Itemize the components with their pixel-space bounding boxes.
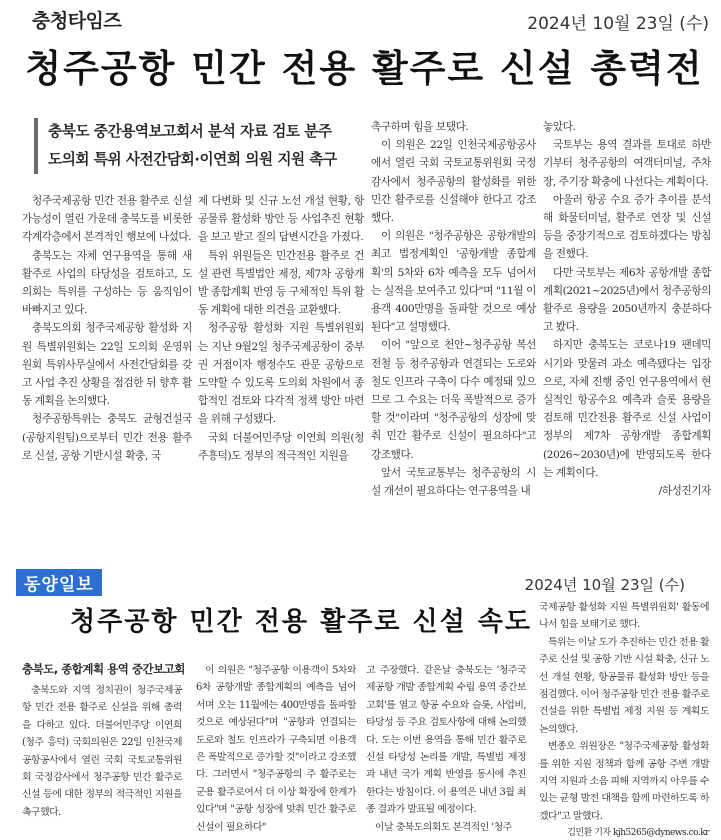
headline: 청주공항 민간 전용 활주로 신설 총력전 [25,47,704,90]
article-dongyang-ilbo [0,563,721,840]
body-column-1 [22,192,192,465]
paragraph: 앞서 국토교통부는 청주공항의 시설 개선이 필요하다는 연구용역을 내 [371,466,536,498]
byline: /하성진기자 [658,485,711,498]
publication-name: 충청타임즈 [32,10,122,32]
paragraph: 하지만 충북도는 코로나19 팬데믹 시기와 맞물려 과소 예측됐다는 입장으로, 자체 진행 중인 연구용역에서 현실적인 항공수요 예측과 슬롯 용량을 검토해 민간전용 활주로 신설 사업이 정부의 제7차 공항개발 종합계획(2026~2030년)에 반영되도록 한다는 계획이다. [543,339,711,479]
paragraph: 이날 충북도의회도 본격적인 '청주 [375,821,512,833]
body-column-3 [371,118,536,500]
paragraph: 충북도는 자체 연구용역을 통해 새 활주로 사업의 타당성을 검토하고, 도의회는 특위를 구성하는 등 움직임이 바빠지고 있다. [22,249,192,317]
paragraph: 놓았다. [543,121,576,133]
headline: 청주공항 민간 전용 활주로 신설 속도 [70,607,532,637]
subheadline: 충북도, 종합계획 용역 중간보고회 [22,662,185,676]
body-column-3 [366,662,526,836]
paragraph: 국제공항 활성화 지원 특별위원회' 활동에 나서 힘을 보태기로 했다. [539,602,709,631]
paragraph: 이 의원은 "청주공항은 공항개발의 최고 법정계획인 '공항개발 종합계획'의 5차와 6차 예측을 모두 넘어서는 실적을 보여주고 있다"며 "11월 이용객 400만명을 돌파할 것으로 예상된다"고 설명했다. [371,230,536,334]
subheadline-block [34,118,340,174]
paragraph: 변종오 위원장은 "청주국제공항 활성화를 위한 지원 정책과 함께 공항 주변 개발 지역 지원과 소음 피해 지역까지 아우를 수 있는 균형 발전 대책을 함께 마련하도록 하겠다"고 말했다. [539,741,709,822]
paragraph: 다만 국토부는 제6차 공항개발 종합계획(2021~2025년)에서 청주공항의 활주로 용량을 2050년까지 충분하다고 봤다. [543,266,711,334]
paragraph: 제 다변화 및 신규 노선 개설 현황, 항공물류 활성화 방안 등 사업추진 현황을 보고 받고 질의 답변시간을 가졌다. [198,195,364,244]
paragraph: 국회 더불어민주당 이연희 의원(청주흥덕)도 정부의 적극적인 지원을 [198,431,364,462]
byline: 김민환 기자 kjh5265@dynews.co.kr [567,828,709,839]
body-column-1 [22,682,182,821]
subheadline-2: 도의회 특위 사전간담회·이연희 의원 지원 촉구 [48,151,337,168]
paragraph: 특위 위원들은 민간전용 활주로 건설 관련 특별법안 제정, 제7차 공항개발 종합계획 반영 등 구체적인 특위 활동 계획에 대한 의견을 교환했다. [198,249,364,317]
paragraph: 이어 "앞으로 천안~청주공항 복선전철 등 청주공항과 연결되는 도로와 철도 인프라 구축이 다수 예정돼 있으므로 그 수요는 더욱 폭발적으로 증가할 것"이라며 "청주공항의 성장에 맞춰 민간 활주로 신설이 필요하다"고 강조했다. [371,339,536,461]
paragraph: 청주공항특위는 충북도 균형건설국(공항지원팀)으로부터 민간 전용 활주로 신설, 공항 기반시설 확충, 국 [22,413,192,462]
paragraph: 고 주장했다. 같은날 충북도는 '청주국제공항 개발 종합계획 수립 용역 중간보고회'를 열고 항공 수요와 슬롯, 사업비, 타당성 등 주요 검토사항에 대해 논의했다. 도는 이번 용역을 통해 민간 활주로 신설 타당성 논리를 개발, 특별법 제정과 내년 국가 계획 반영을 동시에 추진한다는 방침이다. 이 용역은 내년 3월 최종 결과가 발표될 예정이다. [366,665,526,816]
paragraph: 촉구하며 힘을 보탰다. [371,121,469,133]
publication-date: 2024년 10월 23일 (수) [527,14,709,34]
body-column-4 [539,599,709,840]
paragraph: 충북도의회 청주국제공항 활성화 지원 특별위원회는 22일 도의회 운영위원회 특위사무실에서 사전간담회를 갖고 사업 추진 상황을 점검한 뒤 향후 활동 계획을 논의했다. [22,322,192,408]
paragraph: 청주국제공항 민간 전용 활주로 신설 가능성이 열린 가운데 충북도를 비롯한 각계각층에서 본격적인 행보에 나섰다. [22,195,192,244]
body-column-2 [198,192,364,465]
publication-name: 동양일보 [16,569,102,596]
paragraph: 이 의원은 "청주공항 이용객이 5차와 6차 공항개발 종합계획의 예측을 넘어서며 오는 11월에는 400만명을 돌파할 것으로 예상된다"며 "공항과 연결되는 도로와 철도 인프라가 구축되면 이용객은 폭발적으로 증가할 것"이라고 강조했다. 그러면서 "청주공항의 주 활주로는 군용 활주로여서 더 이상 확장에 한계가 있다"며 "공항 성장에 맞춰 민간 활주로 신설이 필요하다" [196,665,356,833]
body-column-4 [543,118,711,500]
paragraph: 국토부는 용역 결과를 토대로 하반기부터 청주공항의 여객터미널, 주차장, 주기장 확충에 나선다는 계획이다. [543,139,711,188]
paragraph: 청주공항 활성화 지원 특별위원회는 지난 9월2일 청주국제공항이 중부권 거점이자 행정수도 관문 공항으로 도약할 수 있도록 도의회 차원에서 종합적인 검토와 다각적 정책 방안 마련을 위해 구성됐다. [198,322,364,426]
body-column-2 [196,662,356,836]
paragraph: 특위는 이날 도가 추진하는 민간 전용 활주로 신설 및 공항 기반 시설 확충, 신규 노선 개설 현황, 항공물류 활성화 방안 등을 점검했다. 이어 청주공항 민간 전용 활주로 건설을 위한 특별법 제정 지원 등 계획도 논의했다. [539,636,709,735]
subheadline-1: 충북도 중간용역보고회서 분석 자료 검토 분주 [48,123,332,140]
publication-date: 2024년 10월 23일 (수) [524,576,685,594]
paragraph: 충북도와 지역 정치권이 청주국제공항 민간 전용 활주로 신설을 위해 총력을 다하고 있다. 더불어민주당 이연희(청주 흥덕) 국회의원은 22일 인천국제공항공사에서 열린 국회 국토교통위원회 국정감사에서 청주공항 민간 활주로 신설 등에 대한 정부의 적극적인 지원을 촉구했다. [22,685,182,818]
paragraph: 아울러 항공 수요 증가 추이를 분석해 화물터미널, 활주로 연장 및 신설 등을 중장기적으로 검토하겠다는 방침을 전했다. [543,193,711,261]
paragraph: 이 의원은 22일 인천국제공항공사에서 열린 국회 국토교통위원회 국정감사에서 청주공항의 활성화를 위한 민간 활주로를 신설해야 한다고 강조했다. [371,139,536,225]
